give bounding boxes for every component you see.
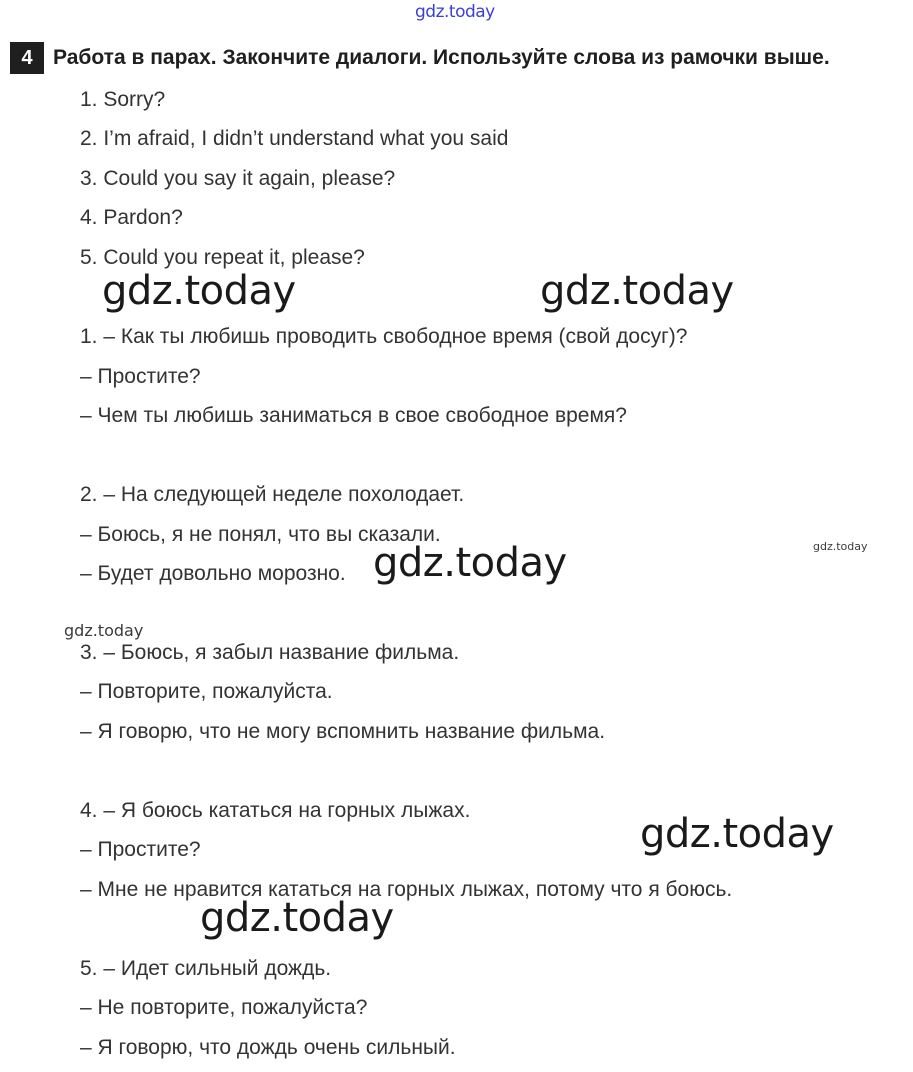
dialogue-line: – Простите? xyxy=(80,365,201,388)
phrase-item: 1. Sorry? xyxy=(80,88,166,111)
watermark-top: gdz.today xyxy=(415,2,495,22)
watermark: gdz.today xyxy=(540,268,734,314)
dialogue-line: – Не повторите, пожалуйста? xyxy=(80,996,368,1019)
dialogue-line: 5. – Идет сильный дождь. xyxy=(80,957,332,980)
watermark-small: gdz.today xyxy=(813,540,868,553)
dialogue-line: – Чем ты любишь заниматься в свое свободное время? xyxy=(80,404,627,427)
dialogue-line: – Боюсь, я не понял, что вы сказали. xyxy=(80,523,441,546)
watermark: gdz.today xyxy=(200,895,394,941)
dialogue-line: 1. – Как ты любишь проводить свободное время (свой досуг)? xyxy=(80,325,688,348)
phrase-item: 2. I’m afraid, I didn’t understand what you said xyxy=(80,127,509,150)
dialogue-line: – Простите? xyxy=(80,838,201,861)
watermark: gdz.today xyxy=(640,811,834,857)
dialogue-line: 3. – Боюсь, я забыл название фильма. xyxy=(80,641,460,664)
phrase-item: 3. Could you say it again, please? xyxy=(80,167,396,190)
phrase-item: 5. Could you repeat it, please? xyxy=(80,246,365,269)
dialogue-line: – Мне не нравится кататься на горных лыжах, потому что я боюсь. xyxy=(80,878,733,901)
dialogue-line: 4. – Я боюсь кататься на горных лыжах. xyxy=(80,799,471,822)
watermark-small: gdz.today xyxy=(64,621,144,640)
dialogue-line: – Будет довольно морозно. xyxy=(80,562,346,585)
dialogue-line: 2. – На следующей неделе похолодает. xyxy=(80,483,465,506)
dialogue-line: – Повторите, пожалуйста. xyxy=(80,680,333,703)
watermark: gdz.today xyxy=(102,268,296,314)
task-title: Работа в парах. Закончите диалоги. Используйте слова из рамочки выше. xyxy=(53,46,830,69)
task-number-badge: 4 xyxy=(10,42,44,74)
dialogue-line: – Я говорю, что не могу вспомнить название фильма. xyxy=(80,720,606,743)
phrase-item: 4. Pardon? xyxy=(80,206,183,229)
dialogue-line: – Я говорю, что дождь очень сильный. xyxy=(80,1036,456,1059)
watermark: gdz.today xyxy=(373,540,567,586)
